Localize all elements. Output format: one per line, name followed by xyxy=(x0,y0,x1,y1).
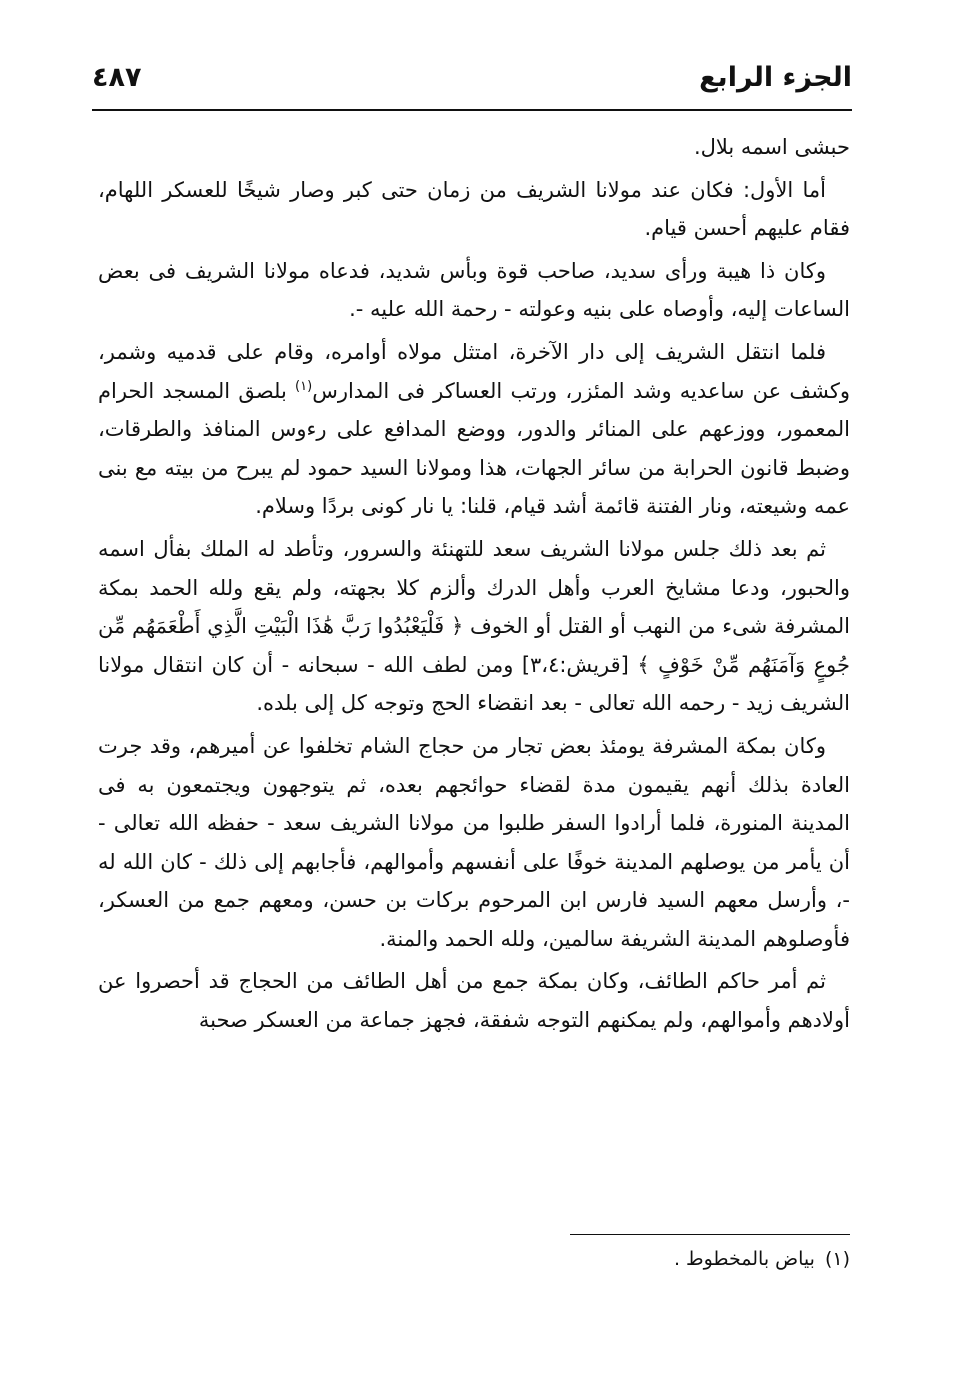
header-divider xyxy=(92,109,852,111)
paragraph-7 xyxy=(98,962,850,1039)
page-header xyxy=(92,58,852,102)
footnote-reference: (١) xyxy=(295,378,313,394)
page-number: ٤٨٧ xyxy=(92,62,142,93)
footnote xyxy=(98,1244,850,1274)
paragraph-4 xyxy=(98,333,850,526)
paragraph-5 xyxy=(98,530,850,723)
paragraph-text: وكان ذا هيبة ورأى سديد، صاحب قوة وبأس شديد، فدعاه مولانا الشريف فى بعض الساعات إليه، وأوصاه على بنيه وعولته - رحمة الله عليه -. xyxy=(98,258,850,322)
paragraph-text: ثم أمر حاكم الطائف، وكان بمكة جمع من أهل الطائف من الحجاج قد أحصروا عن أولادهم وأموالهم، ولم يمكنهم التوجه شفقة، فجهز جماعة من العسكر صحبة xyxy=(98,969,850,1033)
footnote-divider xyxy=(570,1234,850,1235)
paragraph-text: بلصق المسجد الحرام المعمور، ووزعهم على المنائر والدور، ووضع المدافع على رءوس المنافذ والطرقات، وضبط قانون الحرابة من سائر الجهات، هذا ومولانا السيد حمود لم يبرح من بيته مع بنى عمه وشيعته، ونار الفتنة قائمة أشد قيام، قلنا: يا نار كونى بردًا وسلام. xyxy=(98,378,850,519)
quran-quotation: ﴿ فَلْيَعْبُدُوا رَبَّ هَٰذَا الْبَيْتِ الَّذِي أَطْعَمَهُم مِّن جُوعٍ وَآمَنَهُم مِّنْ خَوْفٍ ﴾ xyxy=(98,614,850,677)
main-text xyxy=(98,128,850,1044)
paragraph-text: حبشى اسمه بلال. xyxy=(693,135,850,159)
paragraph-6 xyxy=(98,727,850,959)
paragraph-3 xyxy=(98,252,850,329)
footnote-number: (١) xyxy=(824,1248,850,1270)
running-title: الجزء الرابع xyxy=(699,62,852,93)
paragraph-1 xyxy=(98,128,850,167)
paragraph-text: فلما انتقل الشريف إلى دار الآخرة، امتثل مولاه أوامره، وقام على قدميه وشمر، وكشف عن ساعديه وشد المئزر، ورتب العساكر فى المدارس xyxy=(98,339,850,403)
paragraph-text: [قريش:٣،٤] ومن لطف الله - سبحانه - أن كان انتقال مولانا الشريف زيد - رحمه الله تعالى - بعد انقضاء الحج وتوجه كل إلى بلده. xyxy=(98,652,850,716)
paragraph-text: أما الأول: فكان عند مولانا الشريف من زمان حتى كبر وصار شيخًا للعسكر اللهام، فقام عليهم أحسن قيام. xyxy=(98,177,850,241)
paragraph-2 xyxy=(98,171,850,248)
paragraph-text: ثم بعد ذلك جلس مولانا الشريف سعد للتهنئة والسرور، وتأطد له الملك بفأل اسمه والحبور، ودعا مشايخ العرب وأهل الدرك وألزم كلا بجهته، ولم يقع ولله الحمد بمكة المشرفة شىء من النهب أو القتل أو الخوف xyxy=(98,536,850,639)
footnote-text: بياض بالمخطوط . xyxy=(673,1248,815,1270)
paragraph-text: وكان بمكة المشرفة يومئذ بعض تجار من حجاج الشام تخلفوا عن أميرهم، وقد جرت العادة بذلك أنهم يقيمون مدة لقضاء حوائجهم بعده، ثم يتوجهون ويجتمعون به فى المدينة المنورة، فلما أرادوا السفر طلبوا من مولانا الشريف سعد - حفظه الله تعالى - أن يأمر من يوصلهم المدينة خوفًا على أنفسهم وأموالهم، فأجابهم إلى ذلك - كان الله له -، وأرسل معهم السيد فارس ابن المرحوم بركات بن حسن، ومعهم جمع من العسكر، فأوصلوهم المدينة الشريفة سالمين، ولله الحمد والمنة. xyxy=(98,733,850,951)
